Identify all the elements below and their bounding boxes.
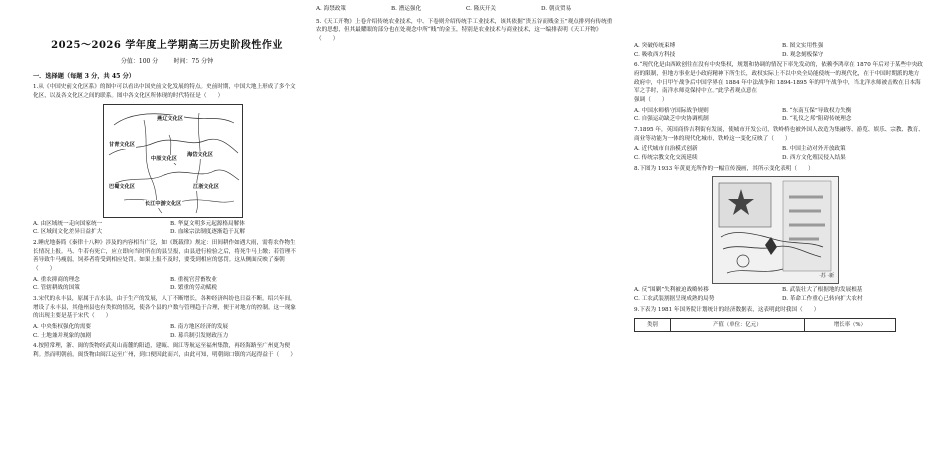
option-a[interactable]: A. 近代城市自治模式创新 [634,146,698,153]
option-d[interactable]: D. 西方文化殖民侵入结果 [782,154,846,161]
table-header-row [635,319,896,332]
question-9-text: 9.下表为 1981 年国务院计划统计的经济数据表，这表明此时我国（ ） [634,306,820,313]
table-header-growth: 增长率（%） [804,319,895,332]
map-label: 海岱文化区 [187,151,213,158]
culture-region-map [103,104,243,218]
question-1-text: 1.从《中国史前文化区系》的图中可以看出中国史前文化发展的特点。史前时期，中国大地上形成了多个文化区，以及各文化区之间的联系。图中各文化区所体现的时代特征是（ ） [33,84,296,100]
map-label: 江浙文化区 [193,183,219,190]
question-3-options [33,323,301,340]
question-6-tail: 强调（ ） [634,96,668,103]
question-8-text: 8.下图为 1933 年黄更光所作的一幅宣传漫画，其所示变化表明（ ） [634,165,814,172]
question-9 [634,306,924,333]
option-c[interactable]: C. 土地兼并现象的加剧 [33,332,91,339]
option-a[interactable]: A. 中央集权强化的需要 [33,323,91,330]
option-d[interactable]: D. 朝贡贸易 [541,6,572,12]
option-b[interactable]: B. 华夏文明多元起源格局解体 [170,220,245,227]
option-d[interactable]: D. 观念刻板保守 [782,51,824,58]
option-b[interactable]: B. 中国主动对外开放政策 [782,146,846,153]
column-right [634,0,924,332]
option-a[interactable]: A. 反“围剿”失利被迫战略转移 [634,287,709,294]
option-a[interactable]: A. 海禁政策 [316,6,346,12]
question-5-text: 5.《天工开物》上卷介绍传统农业技术，中、下卷则介绍传统手工业技术，该其依据“贵五谷而贱金玉”观点排列有传统重农的思想，但其最耀眼的部分也在处观念中所“贱”的金玉，特别是农业技术与商业技术，这一编排表明《天工开物》（ ） [316,18,613,42]
map-label: 中原文化区 [151,155,177,162]
option-c[interactable]: C. 工农武装割据呈现成熟的局势 [634,295,715,302]
question-3-text: 3.宋代的永丰县，原属于吉水县，由于生产的发展，人丁不断增长，各种经济纠纷也日益不断。绍兴年间，增设了永丰县，其他州县也有类似的情况，使各个县的户数与管理趋于合理，便于对地方的控制。这一现象的出现主要是基于宋代（ ） [33,295,296,320]
option-c[interactable]: C. 隆庆开关 [466,6,497,12]
column-left [33,0,301,360]
option-b[interactable]: B. 漕运强化 [391,6,422,12]
page-title: 2025～2026 学年度上学期高三历史阶段性作业 [51,40,283,51]
question-1-options [33,220,301,237]
score-label: 分值：100 分 [120,57,159,65]
option-b[interactable]: B. 图文实用性强 [782,43,824,49]
poster-caption: ·苏 ·新 [819,273,834,280]
option-c[interactable]: C. 管辖耕战的国策 [33,285,80,292]
question-8-options [634,286,924,303]
question-7-options [634,145,924,162]
question-4-options [316,5,616,14]
option-d[interactable]: D. 募兵制引发财政压力 [170,332,229,339]
map-label: 燕辽文化区 [157,115,183,122]
question-7 [634,126,924,163]
question-4-text: 4.按照常理，浙、闽的货物经武夷山南麓的阳道，建瓯、闽江等航运至福州集散，再经海路至广州更为便利。然而明朝前，闽货物由闽江运至广州，到口便因此而兴，由此可知，明朝闽口镇的兴起得益于（ ） [33,343,296,358]
exam-meta [33,57,301,66]
option-c[interactable]: C. 区域间文化差异日益扩大 [33,229,103,236]
option-a[interactable]: A. 突破传统束缚 [634,43,676,49]
section-heading: 一．选择题（每题 3 分，共 45 分） [33,72,135,80]
question-7-text: 7.1895 年，英国商侨吉利街有发展，使城市开发公司，铁岭桥也被外国人改造为集融等、游览、娱乐、宗教、教育、商业等功能为一体的现代化城市，铁岭这一变化反映了（ ） [634,126,924,142]
option-a[interactable]: A. 中国水师格守国际战争规则 [634,107,709,114]
question-4 [33,342,301,359]
option-d[interactable]: D. “礼仪之邦”阻碍传统理念 [782,116,852,123]
question-1 [33,83,301,237]
question-5 [316,18,616,42]
poster-drawing [713,177,838,283]
map-label: 甘青文化区 [109,141,135,148]
question-5-continued [634,42,924,59]
option-c[interactable]: C. 传统宗教文化交流延续 [634,154,698,161]
question-6-options [634,107,924,124]
question-5-options [634,42,924,59]
option-b[interactable]: B. “东南互保”导致权力失衡 [782,107,852,114]
question-6 [634,61,924,124]
question-2 [33,239,301,293]
question-2-options [33,276,301,293]
option-c[interactable]: C. 自强运动缺乏中央协调机制 [634,116,709,123]
option-b[interactable]: B. 武装壮大了根据地的发展根基 [782,287,863,294]
table-header-output: 产值（单位：亿元） [670,319,804,332]
option-a[interactable]: A. 由区域统一走向国家统一 [33,220,103,227]
question-8 [634,165,924,304]
time-label: 时间：75 分钟 [173,57,214,65]
option-b[interactable]: B. 南方地区经济的发展 [170,323,229,330]
option-d[interactable]: D. 革命工作重心已转向扩大农村 [782,295,863,302]
question-2-text: 2.睡虎地秦简《秦律十八种》涉及的内容相当广泛，如《既载律》规定：田间耕作如遇大雨，需将农作物生长情况上报。马、牛若有死亡，应立即向当时所在的县呈报，由县进行检验之后，将死牛马上缴；若管理不善导致牛马瘦弱，饲养者将受到相应处罚。如果上报不及时，要受到相应的惩罚。这从侧面反映了秦朝（ ） [33,240,296,272]
column-middle [316,0,616,42]
question-3 [33,295,301,340]
table-header-category: 类别 [635,319,671,332]
option-d[interactable]: D. 繁重的劳动赋税 [170,285,217,292]
propaganda-poster-image [712,176,839,284]
option-c[interactable]: C. 吸收西方科技 [634,51,676,58]
option-b[interactable]: B. 重视官营畜牧业 [170,276,217,283]
option-a[interactable]: A. 重农抑商的理念 [33,276,80,283]
map-label: 巴蜀文化区 [109,183,135,190]
option-d[interactable]: D. 血缘宗法制度逐渐趋于瓦解 [170,229,245,236]
question-6-text: 6.“现代化是由西欧创往在没有中央集权，规划和协调的情况下率先发动的，依赖李鸿章在 1870 年后对于某些中央政府的限制，但地方事业是小政府精神下所生长，政权实际上不以中央全局能使统一的现代化，在于中国时期派的地方政府中，中日甲午战争后中国学界在 1884 年中法战争和 1894-1895 年的甲午战争中，当北洋水师被击败在日本海军之手时，南洋水师竟保持中立。”此学者观点意在 [634,62,923,95]
map-label: 长江中游文化区 [145,200,182,207]
economic-data-table [634,318,896,332]
